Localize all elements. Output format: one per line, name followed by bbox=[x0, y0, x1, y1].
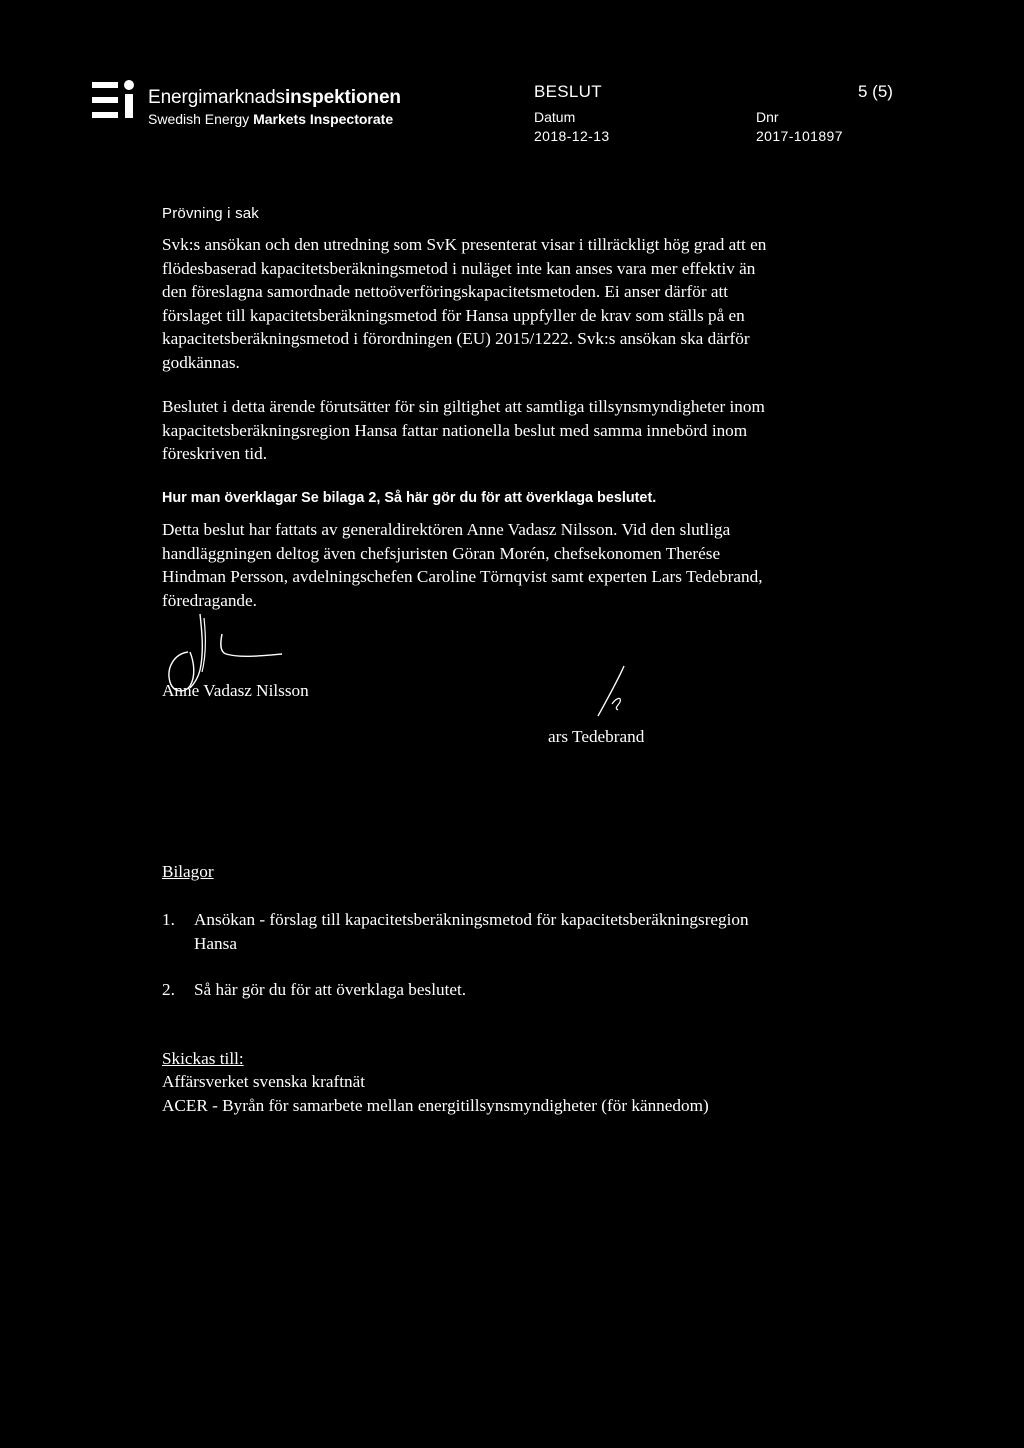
org-subtitle: Swedish Energy Markets Inspectorate bbox=[148, 111, 394, 127]
attachment-number: 2. bbox=[162, 980, 175, 999]
paragraph-assessment bbox=[162, 233, 852, 374]
paragraph-validity bbox=[162, 395, 852, 466]
recipient-item: Affärsverket svenska kraftnät bbox=[162, 1072, 365, 1091]
distribution-heading: Skickas till: bbox=[162, 1049, 244, 1068]
section-heading: Prövning i sak bbox=[162, 205, 260, 222]
signer-name-2: ars Tedebrand bbox=[548, 727, 645, 746]
document-type: BESLUT bbox=[534, 82, 602, 101]
dnr-label: Dnr bbox=[756, 109, 779, 125]
page-number: 5 (5) bbox=[858, 82, 893, 101]
text-line: handläggningen deltog även chefsjuristen Göran Morén, chefsekonomen Therése bbox=[162, 543, 721, 563]
org-logo-text bbox=[148, 88, 401, 126]
text-line: flödesbaserad kapacitetsberäkningsmetod i nuläget inte kan anses vara mer effektiv än bbox=[162, 258, 756, 278]
text-line: Detta beslut har fattats av generaldirektören Anne Vadasz Nilsson. Vid den slutliga bbox=[162, 520, 731, 539]
date-label: Datum bbox=[534, 109, 576, 125]
text-line: Så här gör du för att överklaga beslutet. bbox=[194, 980, 467, 999]
dnr-value: 2017-101897 bbox=[756, 128, 843, 144]
paragraph-decision-makers bbox=[162, 518, 852, 612]
text-line: Hindman Persson, avdelningschefen Caroline Törnqvist samt experten Lars Tedebrand, bbox=[162, 567, 763, 586]
text-line: den föreslagna samordnade nettoöverföringskapacitetsmetoden. Ei anser därför att bbox=[162, 282, 729, 301]
text-line: Beslutet i detta ärende förutsätter för sin giltighet att samtliga tillsynsmyndigheter inom bbox=[162, 397, 765, 416]
text-line: föredragande. bbox=[162, 590, 257, 610]
text-line: Ansökan - förslag till kapacitetsberäkningsmetod för kapacitetsberäkningsregion bbox=[194, 910, 749, 929]
attachment-text bbox=[194, 908, 854, 955]
text-line: föreskriven tid. bbox=[162, 444, 268, 463]
text-line: kapacitetsberäkningsregion Hansa fattar nationella beslut med samma innebörd inom bbox=[162, 420, 748, 440]
signature-lars-icon bbox=[590, 664, 640, 724]
attachments-heading: Bilagor bbox=[162, 862, 214, 881]
ei-logo-icon bbox=[92, 80, 138, 122]
signer-name-1: Anne Vadasz Nilsson bbox=[162, 681, 309, 700]
attachment-item bbox=[162, 908, 862, 958]
recipient-item: ACER - Byrån för samarbete mellan energitillsynsmyndigheter (för kännedom) bbox=[162, 1096, 709, 1115]
text-line: Hansa bbox=[194, 933, 237, 953]
text-line: Svk:s ansökan och den utredning som SvK presenterat visar i tillräckligt hög grad att en bbox=[162, 235, 767, 254]
attachment-text bbox=[194, 978, 854, 1002]
attachment-number: 1. bbox=[162, 910, 175, 929]
org-name: Energimarknadsinspektionen bbox=[148, 87, 401, 108]
appeal-note: Hur man överklagar Se bilaga 2, Så här gör du för att överklaga beslutet. bbox=[162, 490, 657, 506]
text-line: godkännas. bbox=[162, 352, 240, 372]
date-value: 2018-12-13 bbox=[534, 128, 610, 144]
text-line: förslaget till kapacitetsberäkningsmetod för Hansa uppfyller de krav som ställs på en bbox=[162, 305, 745, 325]
text-line: kapacitetsberäkningsmetod i förordningen (EU) 2015/1222. Svk:s ansökan ska därför bbox=[162, 329, 750, 348]
attachment-item bbox=[162, 978, 862, 1003]
